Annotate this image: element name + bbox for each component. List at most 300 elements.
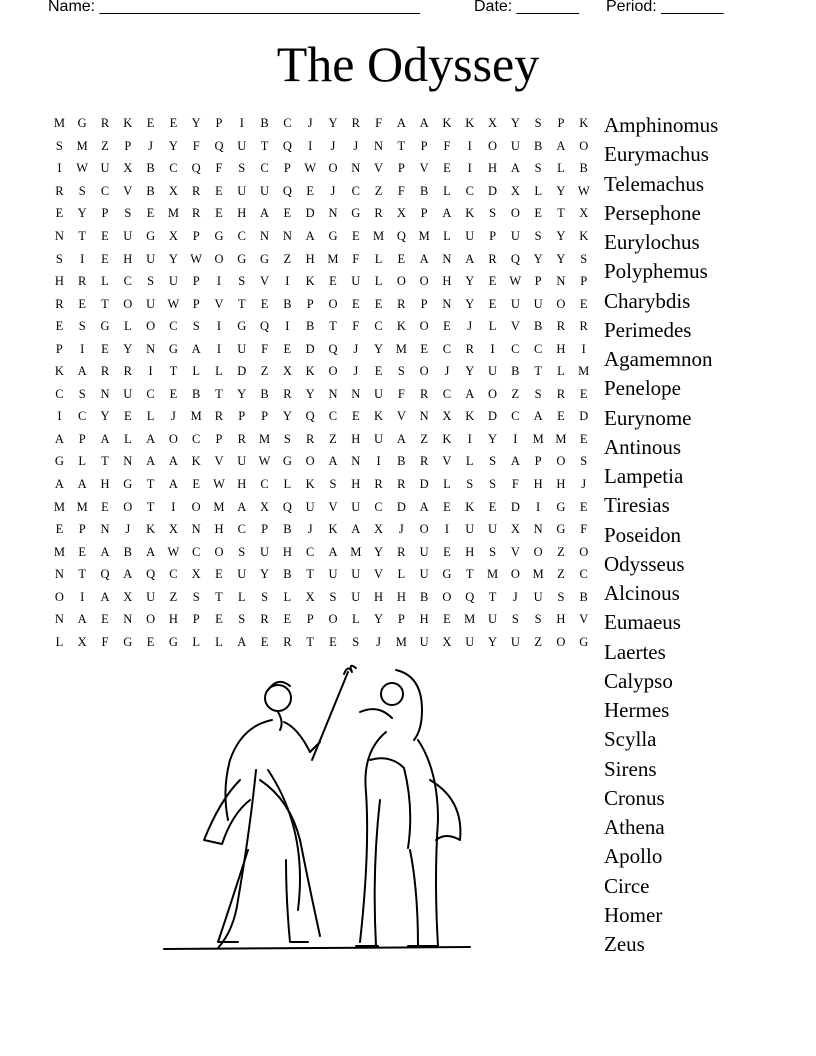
- grid-cell[interactable]: J: [125, 522, 131, 537]
- grid-cell[interactable]: T: [397, 138, 406, 153]
- grid-cell[interactable]: B: [260, 116, 269, 131]
- grid-cell[interactable]: C: [237, 522, 246, 537]
- grid-cell[interactable]: S: [238, 544, 246, 559]
- grid-cell[interactable]: W: [167, 544, 180, 559]
- grid-cell[interactable]: Q: [282, 138, 292, 153]
- grid-cell[interactable]: K: [146, 522, 156, 537]
- grid-cell[interactable]: K: [465, 499, 475, 514]
- grid-cell[interactable]: R: [305, 431, 315, 446]
- grid-cell[interactable]: L: [443, 183, 451, 198]
- grid-cell[interactable]: L: [192, 634, 200, 649]
- grid-cell[interactable]: T: [306, 567, 314, 582]
- grid-cell[interactable]: S: [534, 386, 542, 401]
- grid-cell[interactable]: I: [376, 454, 381, 469]
- grid-cell[interactable]: G: [579, 634, 589, 649]
- grid-cell[interactable]: S: [78, 183, 86, 198]
- grid-cell[interactable]: O: [419, 364, 429, 379]
- grid-cell[interactable]: D: [579, 409, 589, 424]
- grid-cell[interactable]: V: [328, 499, 338, 514]
- grid-cell[interactable]: O: [419, 522, 429, 537]
- grid-cell[interactable]: I: [216, 341, 222, 356]
- grid-cell[interactable]: G: [351, 206, 361, 221]
- grid-cell[interactable]: O: [146, 612, 156, 627]
- grid-cell[interactable]: Z: [260, 364, 269, 379]
- grid-cell[interactable]: Y: [123, 341, 133, 356]
- grid-cell[interactable]: R: [397, 544, 406, 559]
- grid-cell[interactable]: U: [237, 183, 247, 198]
- grid-cell[interactable]: U: [328, 567, 338, 582]
- grid-cell[interactable]: E: [101, 341, 109, 356]
- grid-cell[interactable]: A: [533, 409, 543, 424]
- grid-cell[interactable]: Q: [305, 409, 315, 424]
- grid-cell[interactable]: O: [556, 454, 566, 469]
- grid-cell[interactable]: F: [580, 522, 588, 537]
- grid-cell[interactable]: Y: [328, 116, 338, 131]
- grid-cell[interactable]: O: [488, 386, 498, 401]
- grid-cell[interactable]: A: [328, 544, 338, 559]
- grid-cell[interactable]: O: [328, 161, 338, 176]
- grid-cell[interactable]: Z: [329, 431, 337, 446]
- grid-cell[interactable]: F: [352, 319, 360, 334]
- grid-cell[interactable]: H: [556, 477, 566, 492]
- grid-cell[interactable]: X: [123, 161, 133, 176]
- grid-cell[interactable]: I: [444, 522, 450, 537]
- grid-cell[interactable]: M: [578, 364, 590, 379]
- grid-cell[interactable]: E: [488, 499, 497, 514]
- grid-cell[interactable]: E: [101, 612, 109, 627]
- grid-cell[interactable]: L: [488, 319, 497, 334]
- grid-cell[interactable]: R: [78, 274, 87, 289]
- grid-cell[interactable]: V: [123, 183, 133, 198]
- grid-cell[interactable]: A: [237, 634, 247, 649]
- grid-cell[interactable]: C: [146, 386, 155, 401]
- grid-cell[interactable]: J: [581, 477, 587, 492]
- grid-cell[interactable]: O: [556, 634, 566, 649]
- grid-cell[interactable]: A: [419, 116, 429, 131]
- grid-cell[interactable]: M: [418, 229, 430, 243]
- grid-cell[interactable]: C: [78, 409, 87, 424]
- grid-cell[interactable]: G: [54, 454, 64, 469]
- grid-cell[interactable]: X: [260, 499, 270, 514]
- grid-cell[interactable]: C: [192, 544, 201, 559]
- grid-cell[interactable]: T: [329, 319, 337, 334]
- grid-cell[interactable]: T: [237, 296, 246, 311]
- grid-cell[interactable]: G: [123, 634, 133, 649]
- grid-cell[interactable]: A: [328, 454, 338, 469]
- grid-cell[interactable]: T: [78, 229, 87, 243]
- grid-cell[interactable]: I: [467, 161, 472, 176]
- grid-cell[interactable]: S: [192, 319, 200, 334]
- grid-cell[interactable]: I: [57, 409, 62, 424]
- grid-cell[interactable]: E: [146, 116, 155, 131]
- grid-cell[interactable]: C: [511, 341, 520, 356]
- grid-cell[interactable]: A: [260, 206, 270, 221]
- grid-cell[interactable]: M: [327, 251, 339, 266]
- grid-cell[interactable]: E: [420, 341, 428, 356]
- grid-cell[interactable]: F: [352, 251, 360, 266]
- grid-cell[interactable]: O: [123, 296, 133, 311]
- grid-cell[interactable]: G: [123, 477, 133, 492]
- grid-cell[interactable]: S: [580, 454, 588, 469]
- grid-cell[interactable]: M: [372, 229, 385, 243]
- grid-cell[interactable]: G: [168, 341, 178, 356]
- grid-cell[interactable]: P: [306, 612, 314, 627]
- grid-cell[interactable]: X: [123, 589, 133, 604]
- grid-cell[interactable]: O: [419, 319, 429, 334]
- grid-cell[interactable]: A: [191, 341, 201, 356]
- grid-cell[interactable]: H: [556, 612, 566, 627]
- grid-cell[interactable]: B: [533, 319, 543, 334]
- grid-cell[interactable]: E: [306, 183, 314, 198]
- grid-cell[interactable]: R: [488, 251, 497, 266]
- grid-cell[interactable]: U: [510, 138, 520, 153]
- grid-cell[interactable]: N: [260, 229, 270, 243]
- grid-cell[interactable]: S: [352, 634, 360, 649]
- grid-cell[interactable]: D: [419, 477, 429, 492]
- grid-cell[interactable]: B: [305, 319, 315, 334]
- grid-cell[interactable]: I: [57, 161, 62, 176]
- grid-cell[interactable]: R: [260, 612, 269, 627]
- grid-cell[interactable]: P: [489, 229, 497, 243]
- grid-cell[interactable]: E: [123, 409, 132, 424]
- grid-cell[interactable]: R: [237, 431, 246, 446]
- grid-cell[interactable]: E: [351, 409, 360, 424]
- grid-cell[interactable]: N: [419, 409, 429, 424]
- grid-cell[interactable]: K: [305, 364, 315, 379]
- grid-cell[interactable]: I: [308, 138, 313, 153]
- grid-cell[interactable]: N: [123, 612, 133, 627]
- grid-cell[interactable]: J: [353, 138, 359, 153]
- grid-cell[interactable]: B: [511, 364, 520, 379]
- grid-cell[interactable]: N: [282, 229, 292, 243]
- grid-cell[interactable]: J: [148, 138, 154, 153]
- grid-cell[interactable]: P: [192, 612, 200, 627]
- grid-cell[interactable]: B: [579, 589, 588, 604]
- grid-cell[interactable]: L: [397, 567, 406, 582]
- grid-cell[interactable]: O: [191, 499, 201, 514]
- grid-cell[interactable]: H: [214, 522, 224, 537]
- grid-cell[interactable]: L: [283, 589, 292, 604]
- grid-cell[interactable]: P: [557, 116, 565, 131]
- grid-cell[interactable]: O: [579, 138, 589, 153]
- grid-cell[interactable]: H: [54, 274, 64, 289]
- grid-cell[interactable]: J: [467, 319, 473, 334]
- grid-cell[interactable]: S: [534, 612, 542, 627]
- grid-cell[interactable]: T: [465, 567, 474, 582]
- grid-cell[interactable]: U: [260, 544, 270, 559]
- grid-cell[interactable]: V: [510, 544, 520, 559]
- grid-cell[interactable]: P: [192, 274, 200, 289]
- grid-cell[interactable]: K: [123, 116, 133, 131]
- grid-cell[interactable]: C: [374, 319, 383, 334]
- grid-cell[interactable]: Y: [168, 251, 178, 266]
- grid-cell[interactable]: V: [260, 274, 270, 289]
- grid-cell[interactable]: U: [146, 251, 156, 266]
- grid-cell[interactable]: U: [465, 229, 475, 243]
- grid-cell[interactable]: N: [191, 522, 201, 537]
- grid-cell[interactable]: I: [285, 319, 290, 334]
- grid-cell[interactable]: K: [305, 477, 315, 492]
- grid-cell[interactable]: E: [579, 386, 588, 401]
- grid-cell[interactable]: Y: [168, 138, 178, 153]
- grid-cell[interactable]: H: [237, 477, 247, 492]
- grid-cell[interactable]: Q: [260, 319, 270, 334]
- grid-cell[interactable]: A: [100, 431, 110, 446]
- grid-cell[interactable]: E: [260, 296, 269, 311]
- grid-cell[interactable]: J: [307, 522, 313, 537]
- grid-cell[interactable]: C: [442, 341, 452, 356]
- grid-cell[interactable]: O: [328, 296, 338, 311]
- grid-cell[interactable]: U: [237, 454, 247, 469]
- grid-cell[interactable]: D: [237, 364, 247, 379]
- grid-cell[interactable]: V: [214, 454, 224, 469]
- grid-cell[interactable]: Y: [488, 431, 498, 446]
- grid-cell[interactable]: R: [55, 183, 64, 198]
- grid-cell[interactable]: S: [238, 274, 246, 289]
- grid-cell[interactable]: U: [123, 386, 133, 401]
- grid-cell[interactable]: Y: [305, 386, 315, 401]
- grid-cell[interactable]: P: [306, 296, 314, 311]
- grid-cell[interactable]: A: [465, 251, 475, 266]
- grid-cell[interactable]: L: [237, 589, 246, 604]
- grid-cell[interactable]: L: [374, 251, 383, 266]
- grid-cell[interactable]: O: [419, 274, 429, 289]
- grid-cell[interactable]: Y: [282, 409, 292, 424]
- grid-cell[interactable]: O: [328, 364, 338, 379]
- grid-cell[interactable]: U: [146, 296, 156, 311]
- grid-cell[interactable]: B: [533, 138, 543, 153]
- grid-cell[interactable]: S: [124, 206, 132, 221]
- grid-cell[interactable]: M: [53, 544, 65, 559]
- grid-cell[interactable]: U: [237, 341, 247, 356]
- grid-cell[interactable]: C: [123, 274, 132, 289]
- grid-cell[interactable]: L: [215, 634, 223, 649]
- grid-cell[interactable]: R: [214, 409, 224, 424]
- grid-cell[interactable]: J: [398, 522, 404, 537]
- grid-cell[interactable]: M: [555, 431, 567, 446]
- grid-cell[interactable]: E: [55, 319, 64, 334]
- grid-cell[interactable]: P: [283, 161, 291, 176]
- grid-cell[interactable]: L: [557, 161, 565, 176]
- grid-cell[interactable]: E: [351, 296, 360, 311]
- grid-cell[interactable]: U: [419, 544, 429, 559]
- grid-cell[interactable]: R: [374, 477, 383, 492]
- grid-cell[interactable]: S: [397, 364, 405, 379]
- grid-cell[interactable]: X: [510, 522, 520, 537]
- grid-cell[interactable]: M: [532, 431, 544, 446]
- grid-cell[interactable]: U: [465, 522, 475, 537]
- grid-cell[interactable]: Q: [191, 161, 201, 176]
- grid-cell[interactable]: J: [376, 634, 381, 649]
- grid-cell[interactable]: W: [304, 161, 317, 176]
- grid-cell[interactable]: E: [443, 544, 451, 559]
- grid-cell[interactable]: V: [579, 612, 589, 627]
- grid-cell[interactable]: L: [351, 612, 360, 627]
- grid-cell[interactable]: S: [329, 589, 337, 604]
- grid-cell[interactable]: P: [192, 296, 200, 311]
- grid-cell[interactable]: C: [169, 319, 178, 334]
- grid-cell[interactable]: Q: [465, 589, 475, 604]
- grid-cell[interactable]: F: [375, 116, 383, 131]
- grid-cell[interactable]: D: [488, 183, 498, 198]
- grid-cell[interactable]: S: [55, 138, 63, 153]
- grid-cell[interactable]: Y: [556, 183, 566, 198]
- grid-cell[interactable]: L: [123, 319, 132, 334]
- grid-cell[interactable]: A: [237, 499, 247, 514]
- grid-cell[interactable]: C: [55, 386, 64, 401]
- grid-cell[interactable]: V: [510, 319, 520, 334]
- grid-cell[interactable]: K: [54, 364, 64, 379]
- grid-cell[interactable]: E: [101, 499, 109, 514]
- grid-cell[interactable]: Y: [260, 567, 270, 582]
- grid-cell[interactable]: F: [397, 183, 405, 198]
- grid-cell[interactable]: U: [488, 522, 498, 537]
- grid-cell[interactable]: Q: [396, 229, 406, 243]
- grid-cell[interactable]: K: [465, 116, 475, 131]
- grid-cell[interactable]: S: [147, 274, 155, 289]
- grid-cell[interactable]: T: [215, 386, 223, 401]
- grid-cell[interactable]: S: [55, 251, 63, 266]
- grid-cell[interactable]: Z: [557, 544, 565, 559]
- grid-cell[interactable]: H: [488, 161, 498, 176]
- grid-cell[interactable]: V: [214, 296, 224, 311]
- grid-cell[interactable]: H: [533, 477, 543, 492]
- grid-cell[interactable]: T: [101, 454, 109, 469]
- grid-cell[interactable]: O: [305, 454, 315, 469]
- grid-cell[interactable]: A: [168, 454, 178, 469]
- name-field[interactable]: Name: ____________________________________: [48, 0, 420, 15]
- grid-cell[interactable]: A: [510, 161, 520, 176]
- grid-cell[interactable]: T: [306, 634, 314, 649]
- grid-cell[interactable]: S: [329, 477, 337, 492]
- grid-cell[interactable]: X: [510, 183, 520, 198]
- grid-cell[interactable]: M: [464, 612, 476, 627]
- grid-cell[interactable]: A: [465, 386, 475, 401]
- grid-cell[interactable]: C: [169, 161, 178, 176]
- grid-cell[interactable]: L: [123, 431, 132, 446]
- grid-cell[interactable]: E: [215, 567, 223, 582]
- grid-cell[interactable]: M: [213, 499, 225, 514]
- grid-cell[interactable]: R: [192, 206, 201, 221]
- grid-cell[interactable]: A: [54, 431, 64, 446]
- grid-cell[interactable]: S: [466, 477, 474, 492]
- grid-cell[interactable]: K: [191, 454, 201, 469]
- grid-cell[interactable]: A: [123, 567, 133, 582]
- grid-cell[interactable]: M: [350, 544, 362, 559]
- grid-cell[interactable]: E: [215, 206, 223, 221]
- grid-cell[interactable]: R: [579, 319, 588, 334]
- grid-cell[interactable]: K: [465, 409, 475, 424]
- grid-cell[interactable]: E: [169, 116, 178, 131]
- grid-cell[interactable]: K: [579, 116, 589, 131]
- grid-cell[interactable]: H: [374, 589, 384, 604]
- grid-cell[interactable]: Y: [465, 364, 475, 379]
- grid-cell[interactable]: Z: [557, 567, 565, 582]
- grid-cell[interactable]: A: [146, 431, 156, 446]
- grid-cell[interactable]: O: [328, 612, 338, 627]
- grid-cell[interactable]: U: [510, 634, 520, 649]
- grid-cell[interactable]: S: [238, 161, 246, 176]
- grid-cell[interactable]: A: [396, 116, 406, 131]
- grid-cell[interactable]: E: [488, 274, 497, 289]
- grid-cell[interactable]: R: [556, 386, 566, 401]
- grid-cell[interactable]: H: [123, 251, 133, 266]
- grid-cell[interactable]: H: [465, 544, 475, 559]
- grid-cell[interactable]: W: [76, 161, 89, 176]
- grid-cell[interactable]: U: [100, 161, 110, 176]
- grid-cell[interactable]: G: [260, 251, 270, 266]
- grid-cell[interactable]: U: [488, 364, 498, 379]
- grid-cell[interactable]: O: [556, 296, 566, 311]
- grid-cell[interactable]: E: [443, 319, 451, 334]
- grid-cell[interactable]: A: [100, 589, 110, 604]
- grid-cell[interactable]: A: [100, 544, 110, 559]
- grid-cell[interactable]: J: [512, 589, 518, 604]
- grid-cell[interactable]: W: [258, 454, 271, 469]
- date-field[interactable]: Date: _______: [474, 0, 579, 15]
- grid-cell[interactable]: H: [100, 477, 110, 492]
- grid-cell[interactable]: C: [533, 341, 543, 356]
- grid-cell[interactable]: U: [351, 589, 361, 604]
- grid-cell[interactable]: N: [328, 206, 338, 221]
- grid-cell[interactable]: W: [509, 274, 522, 289]
- grid-cell[interactable]: Q: [214, 138, 224, 153]
- grid-cell[interactable]: Z: [420, 431, 428, 446]
- grid-cell[interactable]: R: [419, 386, 429, 401]
- grid-cell[interactable]: Y: [465, 296, 475, 311]
- grid-cell[interactable]: O: [146, 319, 156, 334]
- grid-cell[interactable]: O: [510, 206, 520, 221]
- grid-cell[interactable]: B: [579, 161, 588, 176]
- grid-cell[interactable]: E: [55, 206, 64, 221]
- grid-cell[interactable]: T: [534, 364, 542, 379]
- grid-cell[interactable]: X: [396, 206, 406, 221]
- grid-cell[interactable]: E: [146, 634, 155, 649]
- grid-cell[interactable]: X: [77, 634, 87, 649]
- grid-cell[interactable]: H: [396, 589, 406, 604]
- grid-cell[interactable]: F: [192, 138, 200, 153]
- grid-cell[interactable]: L: [374, 274, 383, 289]
- grid-cell[interactable]: I: [467, 431, 472, 446]
- grid-cell[interactable]: O: [168, 431, 178, 446]
- grid-cell[interactable]: J: [353, 364, 359, 379]
- grid-cell[interactable]: E: [146, 206, 155, 221]
- grid-cell[interactable]: P: [420, 206, 428, 221]
- grid-cell[interactable]: E: [374, 296, 383, 311]
- grid-cell[interactable]: A: [419, 499, 429, 514]
- grid-cell[interactable]: R: [397, 477, 406, 492]
- grid-cell[interactable]: B: [123, 544, 132, 559]
- grid-cell[interactable]: W: [213, 477, 225, 492]
- grid-cell[interactable]: S: [534, 229, 542, 243]
- grid-cell[interactable]: P: [261, 522, 269, 537]
- grid-cell[interactable]: T: [146, 499, 155, 514]
- grid-cell[interactable]: K: [465, 206, 475, 221]
- grid-cell[interactable]: L: [465, 454, 474, 469]
- grid-cell[interactable]: A: [77, 612, 87, 627]
- grid-cell[interactable]: Y: [488, 634, 498, 649]
- grid-cell[interactable]: C: [374, 499, 383, 514]
- grid-cell[interactable]: S: [283, 431, 291, 446]
- grid-cell[interactable]: N: [351, 161, 361, 176]
- grid-cell[interactable]: N: [54, 612, 64, 627]
- grid-cell[interactable]: Q: [282, 499, 292, 514]
- grid-cell[interactable]: X: [282, 364, 292, 379]
- grid-cell[interactable]: G: [100, 319, 110, 334]
- grid-cell[interactable]: E: [329, 634, 337, 649]
- grid-cell[interactable]: B: [283, 522, 292, 537]
- grid-cell[interactable]: L: [101, 274, 109, 289]
